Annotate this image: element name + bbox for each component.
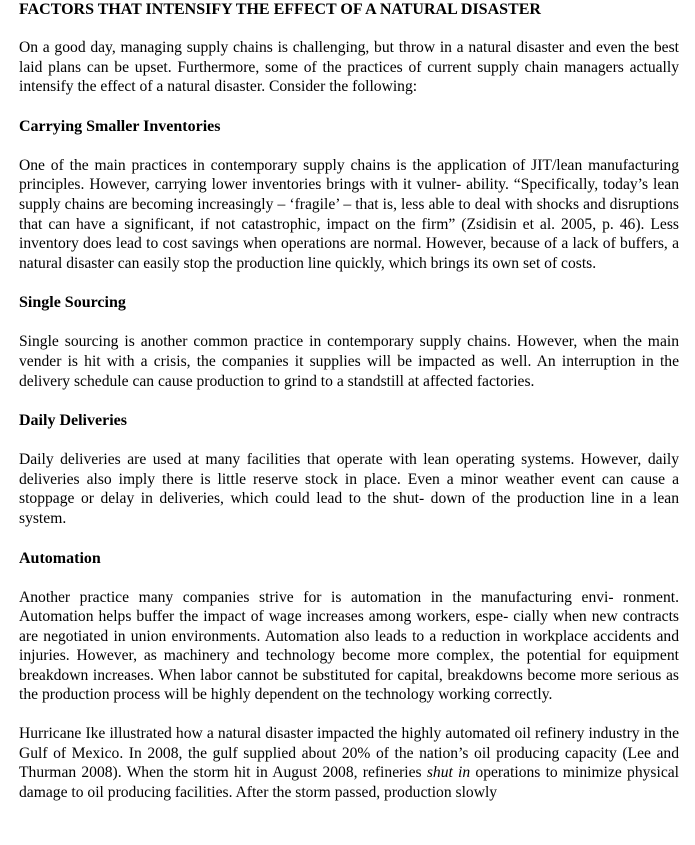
closing-text-end: operations to minimize physical damage to oil producing facilities. After the storm passed, production slowly: [19, 764, 679, 801]
intro-paragraph: On a good day, managing supply chains is challenging, but throw in a natural disaster and even the best laid plans can be upset. Furthermore, some of the practices of current supply chain managers actually intensify the effect of a natural disaster. Consider the following:: [19, 39, 679, 96]
section-body-single-sourcing: Single sourcing is another common practice in contemporary supply chains. However, when the main vender is hit with a crisis, the companies it supplies will be impacted as well. An interruption in the delivery schedule can cause production to grind to a standstill at affected factories.: [19, 333, 679, 390]
section-body-daily-deliveries: Daily deliveries are used at many facilities that operate with lean operating systems. However, daily deliveries also imply there is little reserve stock in place. Even a minor weather event can cause a stoppage or delay in deliveries, which could lead to the shut- down of the production line in a lean system.: [19, 451, 679, 527]
document-title: FACTORS THAT INTENSIFY THE EFFECT OF A NATURAL DISASTER: [19, 1, 541, 18]
section-heading-daily-deliveries: Daily Deliveries: [19, 412, 127, 430]
document-page: [19, 0, 679, 802]
closing-paragraph: [19, 724, 679, 802]
closing-text-start: Hurricane Ike illustrated how a natural disaster impacted the highly automated oil refinery industry in the Gulf of Mexico. In 2008, the gulf supplied about 20% of the nation’s oil producing capacity (Lee and Thurman 2008). When the storm hit in August 2008, refineries: [19, 725, 679, 782]
section-heading-automation: Automation: [19, 549, 101, 567]
section-heading-single-sourcing: Single Sourcing: [19, 294, 126, 312]
section-heading-carrying-smaller-inventories: Carrying Smaller Inventories: [19, 117, 221, 135]
section-body-automation: Another practice many companies strive for is automation in the manufacturing envi- ronment. Automation helps buffer the impact of wage increases among workers, espe- cially when new contracts are negotiated in union environments. Automation also leads to a reduction in workplace accidents and injuries. However, as machinery and technology become more complex, the potential for equipment breakdown increases. When labor cannot be substituted for capital, breakdowns become more serious as the production process will be highly dependent on the technology working correctly.: [19, 588, 679, 704]
section-body-carrying-smaller-inventories: One of the main practices in contemporary supply chains is the application of JIT/lean manufacturing principles. However, carrying lower inventories brings with it vulner- ability. “Specifically, today’s lean supply chains are becoming increasingly – ‘fragile’ – that is, less able to deal with shocks and disruptions that can have a significant, if not catastrophic, impact on the firm” (Zsidisin et al. 2005, p. 46). Less inventory does lead to cost savings when operations are normal. However, because of a lack of buffers, a natural disaster can easily stop the production line quickly, which brings its own set of costs.: [19, 156, 679, 272]
closing-italic-term: shut in: [426, 764, 471, 782]
